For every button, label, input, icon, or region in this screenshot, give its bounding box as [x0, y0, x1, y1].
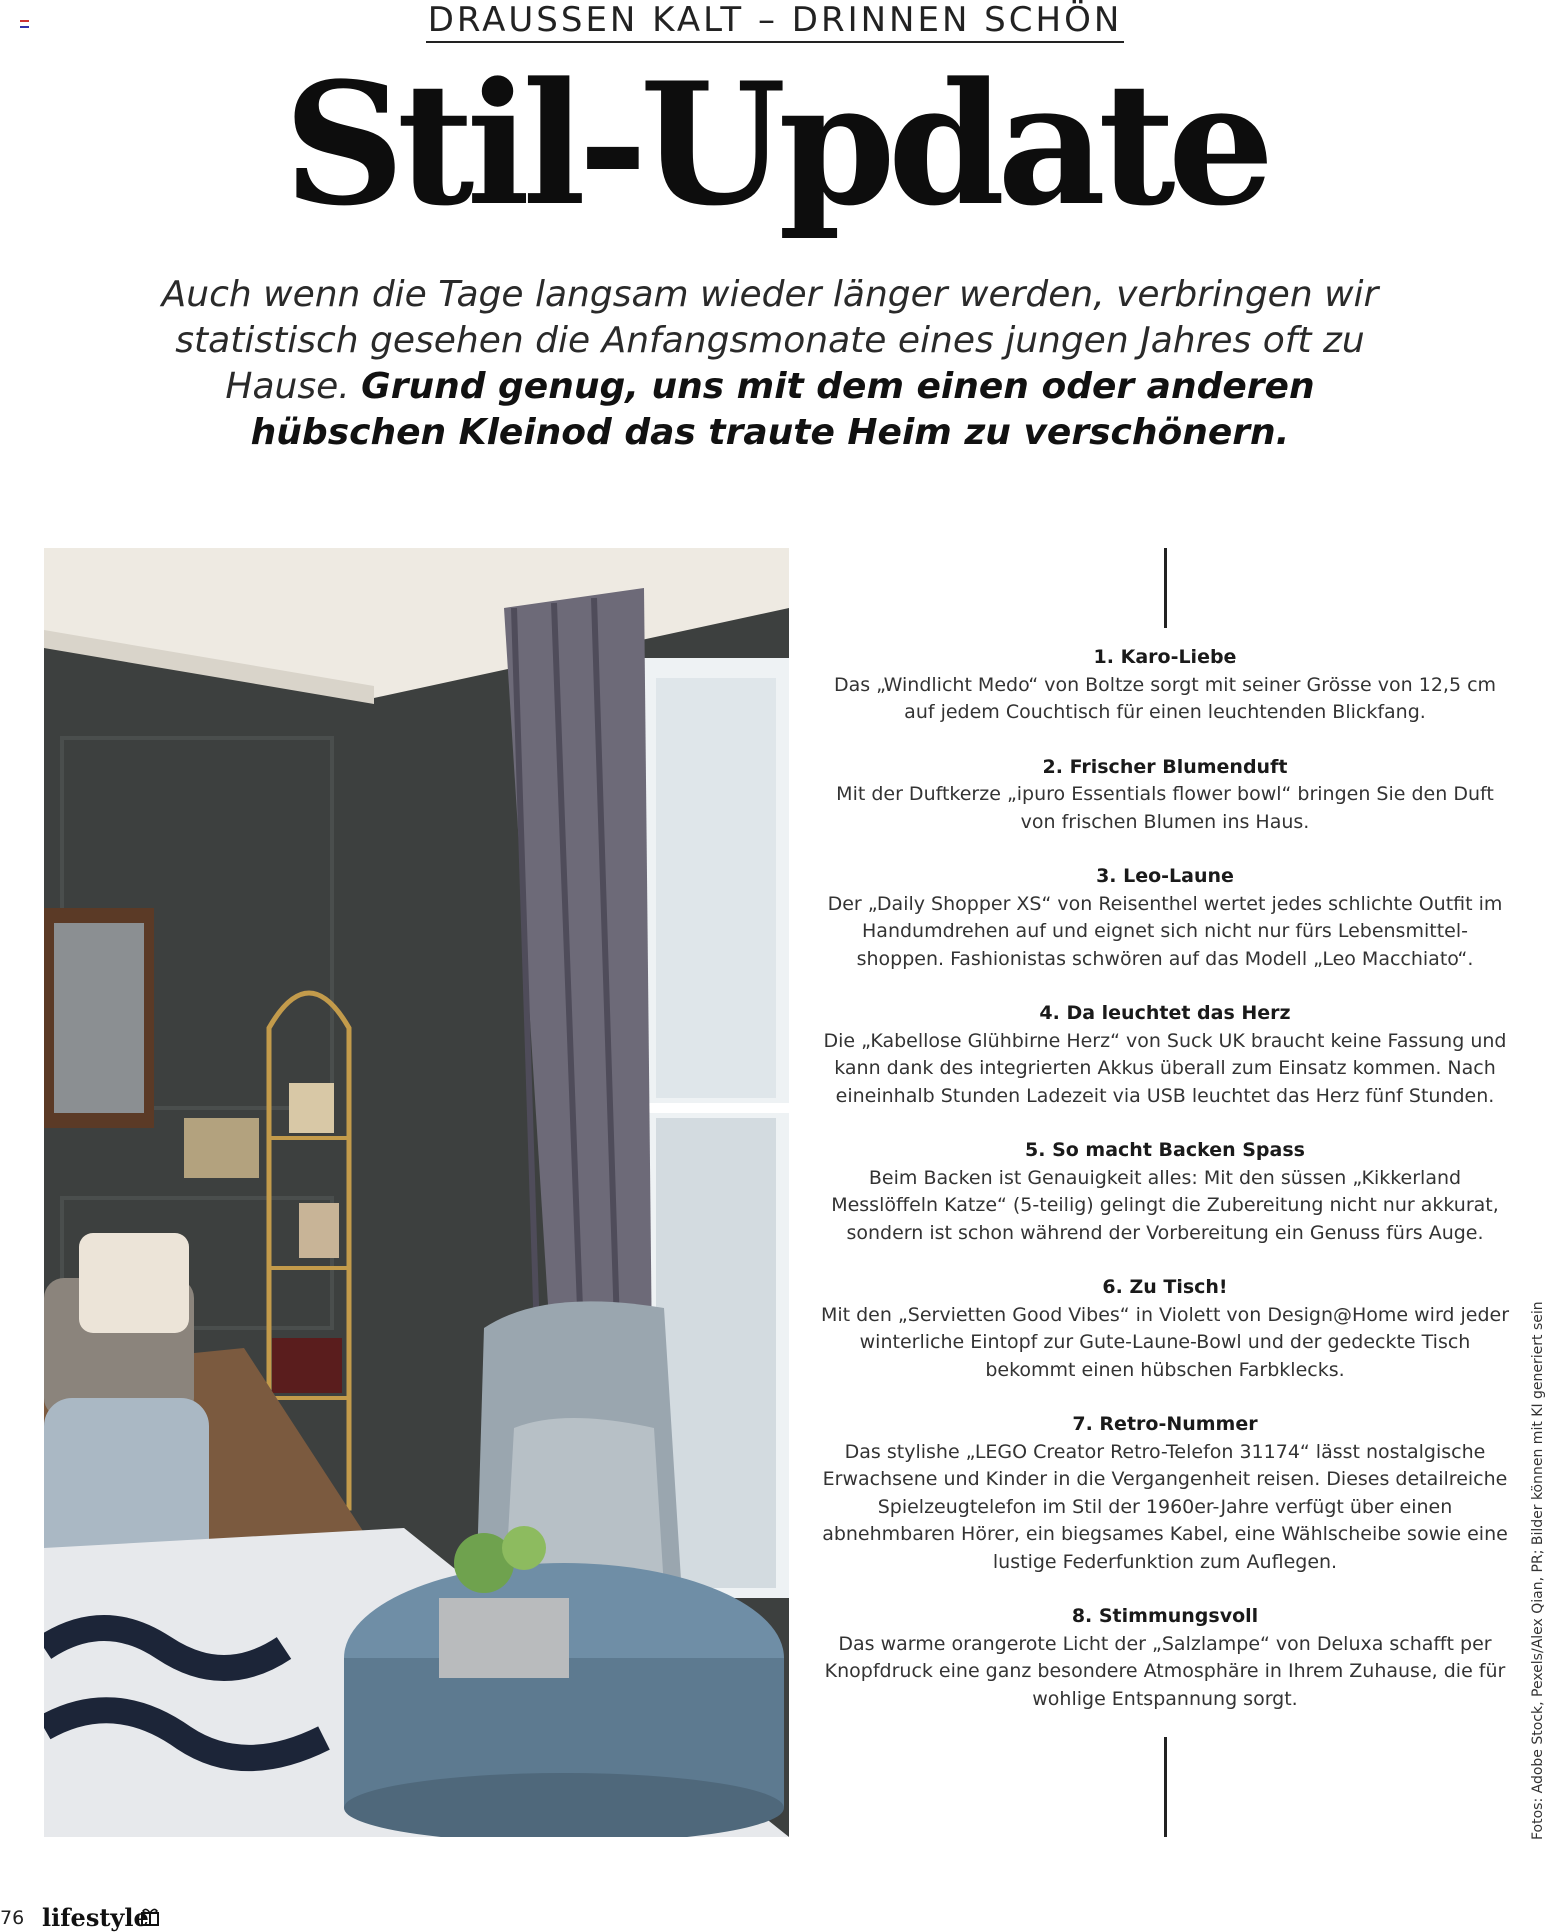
list-item — [820, 1137, 1510, 1247]
item-title: 6. Zu Tisch! — [1102, 1276, 1228, 1298]
decorative-rule-bottom — [1164, 1737, 1167, 1837]
lead-paragraph — [160, 272, 1380, 456]
product-list — [820, 644, 1510, 1740]
list-item — [820, 1274, 1510, 1384]
living-room-photo — [44, 548, 789, 1837]
item-text: Der „Daily Shopper XS“ von Reisenthel wertet jedes schlichte Outfit im Handumdrehen auf und eignet sich nicht nur fürs Lebensmittel-shoppen. Fashionistas schwören auf das Modell „Leo Macchiato“. — [827, 892, 1503, 970]
lead-emphasis: Grund genug, uns mit dem einen oder anderen hübschen Kleinod das traute Heim zu verschönern. — [250, 366, 1315, 453]
item-title: 4. Da leuchtet das Herz — [1039, 1002, 1291, 1024]
decorative-rule-top — [1164, 548, 1167, 628]
item-title: 7. Retro-Nummer — [1072, 1413, 1258, 1435]
page-number: 76 — [0, 1907, 25, 1929]
item-title: 3. Leo-Laune — [1096, 865, 1234, 887]
item-title: 5. So macht Backen Spass — [1025, 1139, 1305, 1161]
list-item — [820, 1000, 1510, 1110]
item-text: Mit den „Servietten Good Vibes“ in Violett von Design@Home wird jeder winterliche Eintopf zur Gute-Laune-Bowl und der gedeckte Tisch bekommt einen hübschen Farbklecks. — [820, 1303, 1510, 1381]
item-text: Das „Windlicht Medo“ von Boltze sorgt mit seiner Grösse von 12,5 cm auf jedem Couchtisch für einen leuchtenden Blickfang. — [833, 673, 1497, 723]
list-item — [820, 1411, 1510, 1576]
item-title: 2. Frischer Blumenduft — [1042, 755, 1288, 778]
list-item — [820, 1603, 1510, 1713]
item-text: Mit der Duftkerze „ipuro Essentials flower bowl“ bringen Sie den Duft von frischen Blumen ins Haus. — [836, 783, 1494, 833]
lead-intro: Auch wenn die Tage langsam wieder länger werden, verbringen wir statistisch gesehen die Anfangsmonate eines jungen Jahres oft zu Hause. — [161, 274, 1379, 407]
gift-box-icon — [140, 1907, 160, 1932]
list-item — [820, 863, 1510, 973]
brand-logo: lifestyle — [42, 1903, 149, 1932]
item-text: Beim Backen ist Genauigkeit alles: Mit den süssen „Kikkerland Messlöffeln Katze“ (5-teilig) gelingt die Zubereitung nicht nur akkurat, sondern ist schon während der Vorbereitung ein Genuss fürs Auge. — [831, 1166, 1499, 1244]
list-item — [820, 644, 1510, 727]
photo-credit: Fotos: Adobe Stock, Pexels/Alex Qian, PR; Bilder können mit KI generiert sein — [1530, 1301, 1546, 1840]
page-title: Stil-Update — [283, 45, 1267, 243]
item-text: Die „Kabellose Glühbirne Herz“ von Suck UK braucht keine Fassung und kann dank des integrierten Akkus überall zum Einsatz kommen. Nach eineinhalb Stunden Ladezeit via USB leuchtet das Herz fünf Stunden. — [823, 1029, 1507, 1107]
kicker-heading: DRAUSSEN KALT – DRINNEN SCHÖN — [0, 0, 1550, 40]
item-text: Das stylishe „LEGO Creator Retro-Telefon 31174“ lässt nostalgische Erwachsene und Kinder in die Vergangenheit reisen. Dieses detailreiche Spielzeugtelefon im Stil der 1960er-Jahre verfügt über einen abnehmbaren Hörer, ein biegsames Kabel, eine Wählscheibe sowie eine lustige Federfunktion zum Auflegen. — [822, 1440, 1508, 1573]
item-title: 1. Karo-Liebe — [1093, 646, 1237, 668]
item-text: Das warme orangerote Licht der „Salzlampe“ von Deluxa schafft per Knopfdruck eine ganz besondere Atmosphäre in Ihrem Zuhause, die für wohlige Entspannung sorgt. — [824, 1632, 1506, 1710]
list-item — [820, 754, 1510, 837]
item-title: 8. Stimmungsvoll — [1071, 1605, 1259, 1627]
